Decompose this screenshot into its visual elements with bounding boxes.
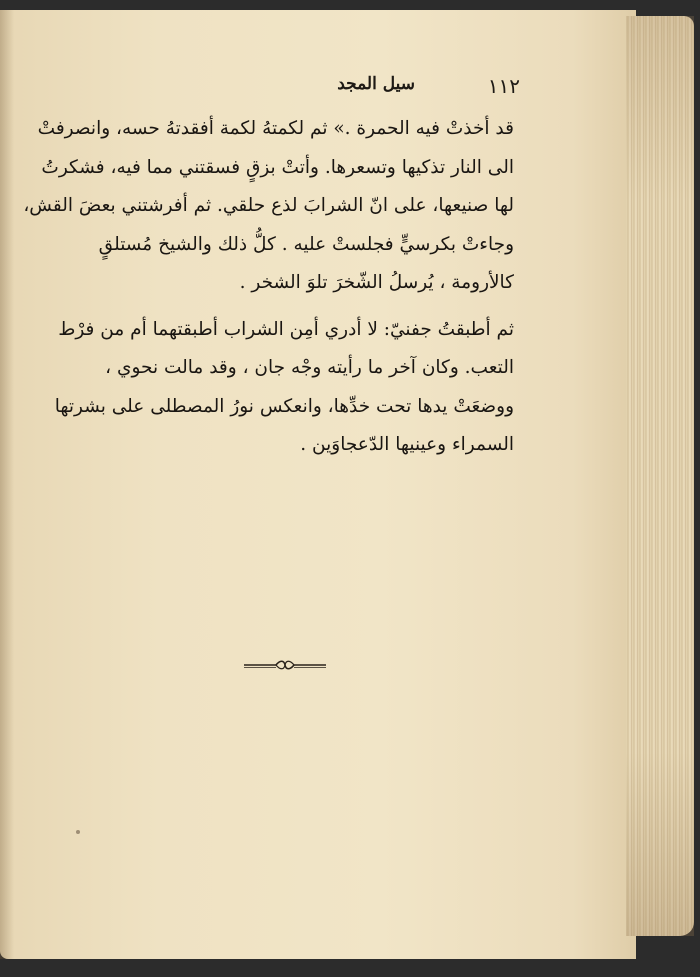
text-line: قد أخذتْ فيه الحمرة .» ثم لكمتهُ لكمة أفقدتهُ حسه، وانصرفتْ [37, 118, 514, 139]
page-header [190, 74, 520, 104]
text-line: كالأرومة ، يُرسلُ الشّخرَ تلوَ الشخر . [239, 272, 514, 293]
text-line: لها صنيعها، على انّ الشرابَ لذع حلقي. ثم أفرشتني بعضَ القش، [23, 195, 514, 216]
text-line: التعب. وكان آخر ما رأيته وجْه جان ، وقد مالت نحوي ، [105, 357, 514, 378]
text-line: وجاءتْ بكرسيٍّ فجلستْ عليه . كلُّ ذلك والشيخ مُستلقٍ [98, 233, 514, 255]
body-text [23, 110, 514, 465]
page-number: ١١٢ [487, 74, 520, 98]
ink-speck [76, 830, 80, 834]
page-edges [626, 16, 694, 936]
running-title: سيل المجد [337, 74, 415, 94]
text-line: ووضعَتْ يدها تحت خدِّها، وانعكس نورُ المصطلى على بشرتها [54, 395, 514, 417]
spine-shadow [0, 10, 14, 959]
text-line: ثم أطبقتُ جفنيّ: لا أدري أمِن الشراب أطبقتهما أم من فرْط [58, 318, 514, 340]
ornament-divider [242, 658, 328, 672]
text-line: السمراء وعينيها الدّعجاوَين . [300, 434, 514, 455]
text-line: الى النار تذكيها وتسعرها. وأتتْ بزقٍ فسقتني مما فيه، فشكرتُ [41, 156, 514, 178]
